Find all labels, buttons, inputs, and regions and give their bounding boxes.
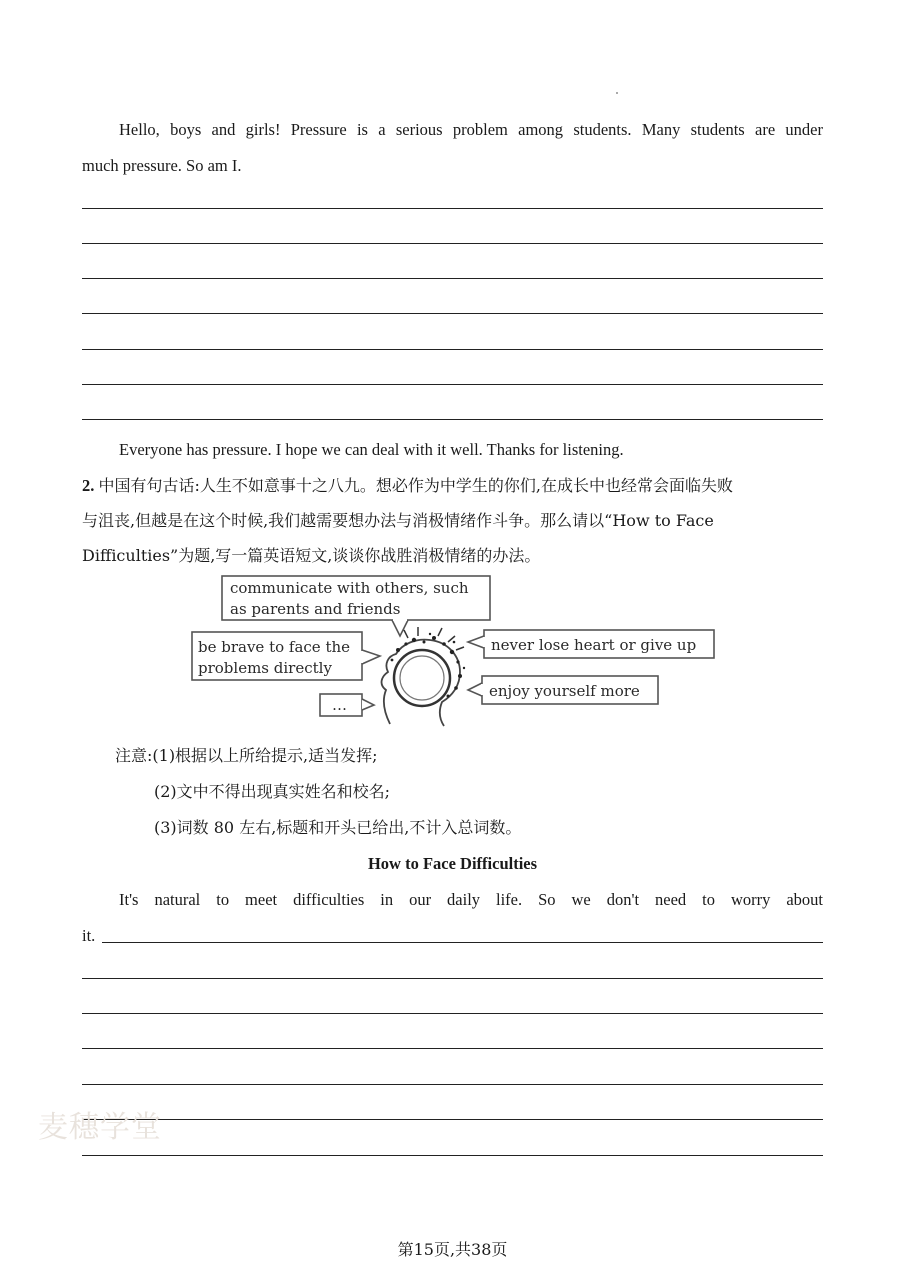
- part1-closing: Everyone has pressure. I hope we can deal with it well. Thanks for listening.: [119, 440, 624, 459]
- bubble-right-bottom: enjoy yourself more: [489, 682, 640, 700]
- scan-speck: [616, 92, 618, 94]
- bubble-top-line2: as parents and friends: [230, 600, 401, 618]
- writing-line: [102, 942, 823, 943]
- essay-title: How to Face Difficulties: [367, 854, 538, 873]
- bubble-enjoy: [468, 676, 658, 704]
- writing-line: [82, 243, 823, 244]
- writing-line: [82, 419, 823, 420]
- bubble-communicate: [222, 576, 490, 636]
- part1-opening-line1: Hello, boys and girls! Pressure is a serious problem among students. Many students are under: [119, 120, 823, 139]
- writing-line: [82, 208, 823, 209]
- essay-opening-line1: It's natural to meet difficulties in our daily life. So we don't need to worry about: [119, 890, 823, 909]
- bubble-ellipsis: [320, 694, 374, 716]
- mind-map-figure: [186, 572, 720, 732]
- bubble-brave: [192, 632, 380, 680]
- bubble-ellipsis-text: …: [332, 696, 347, 714]
- writing-line: [82, 1155, 823, 1156]
- writing-line: [82, 384, 823, 385]
- writing-line: [82, 349, 823, 350]
- writing-line: [82, 978, 823, 979]
- writing-line: [82, 1013, 823, 1014]
- writing-line: [82, 1048, 823, 1049]
- bubble-right-top: never lose heart or give up: [491, 636, 697, 654]
- bubble-left-line1: be brave to face the: [198, 638, 351, 656]
- bubble-never-lose-heart: [468, 630, 714, 658]
- essay-opening-line2: it.: [82, 926, 96, 945]
- part1-opening-line2: much pressure. So am I.: [82, 156, 242, 175]
- writing-line: [82, 1119, 823, 1120]
- prompt-line2: 与沮丧,但越是在这个时候,我们越需要想办法与消极情绪作斗争。那么请以“How to Face: [82, 511, 714, 530]
- page-footer: 第15页,共38页: [397, 1240, 508, 1259]
- bubble-left-line2: problems directly: [198, 659, 332, 677]
- watermark: 麦穗学堂: [38, 1110, 162, 1145]
- note-2: (2)文中不得出现真实姓名和校名;: [154, 782, 391, 801]
- prompt-line3: Difficulties”为题,写一篇英语短文,谈谈你战胜消极情绪的办法。: [82, 546, 541, 565]
- writing-line: [82, 313, 823, 314]
- question-number: 2.: [82, 476, 95, 495]
- prompt-line1: 中国有句古话:人生不如意事十之八九。想必作为中学生的你们,在成长中也经常会面临失败: [98, 476, 733, 495]
- bubble-top-line1: communicate with others, such: [230, 579, 469, 597]
- question-2-line1: [82, 476, 733, 496]
- writing-line: [82, 278, 823, 279]
- note-1: 注意:(1)根据以上所给提示,适当发挥;: [115, 746, 378, 765]
- writing-line: [82, 1084, 823, 1085]
- note-3: (3)词数 80 左右,标题和开头已给出,不计入总词数。: [154, 818, 522, 837]
- head-icon: [382, 627, 466, 726]
